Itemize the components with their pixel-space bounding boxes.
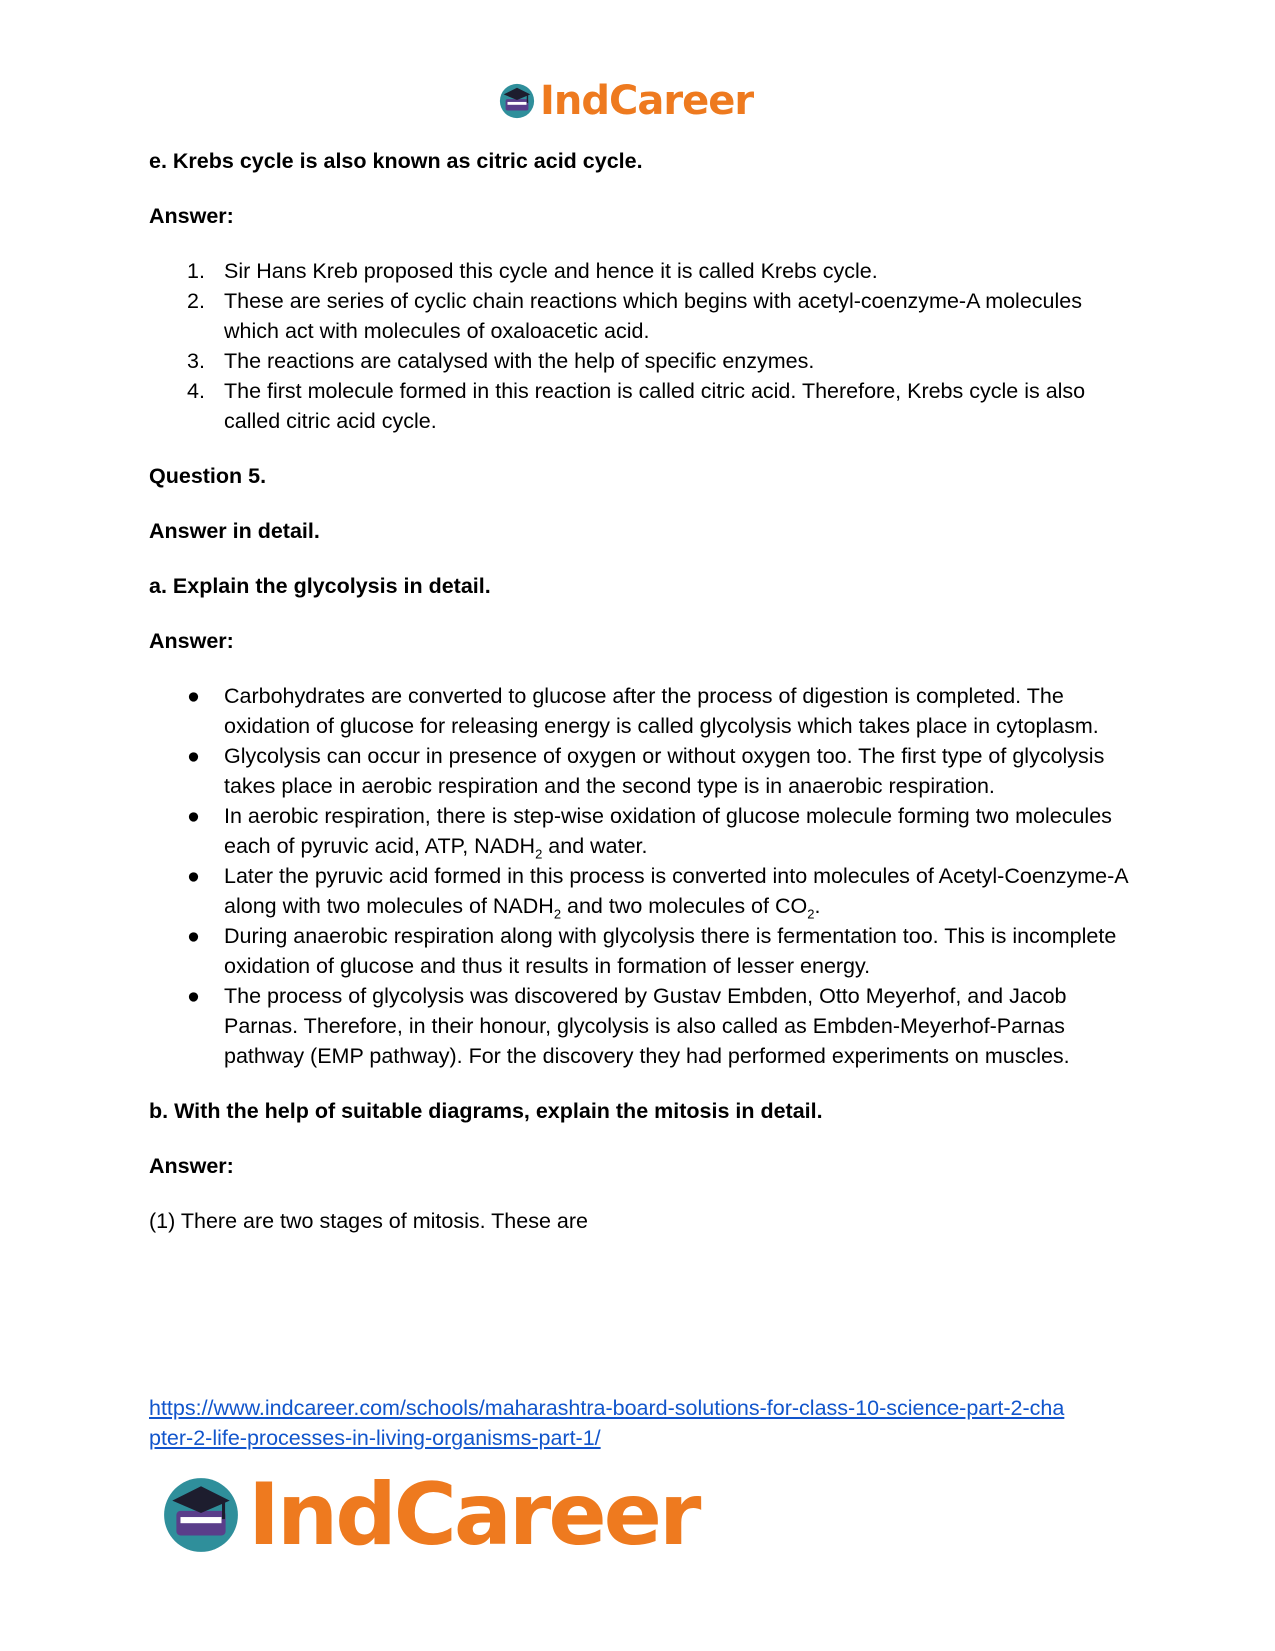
logo-text: IndCareer (248, 1465, 699, 1565)
list-item: ● The process of glycolysis was discovered by Gustav Embden, Otto Meyerhof, and Jacob Parnas. Therefore, in their honour, glycolysis is also called as Embden-Meyerhof-Parnas pathway (EMP pathway). For the discovery they had performed experiments on muscles. (187, 984, 1070, 1068)
list-item: 3. The reactions are catalysed with the help of specific enzymes. (187, 349, 815, 373)
krebs-list (149, 256, 1129, 436)
list-item: ● Carbohydrates are converted to glucose after the process of digestion is completed. The oxidation of glucose for releasing energy is called glycolysis which takes place in cytoplasm. (187, 684, 1099, 738)
graduation-cap-book-icon (498, 82, 536, 120)
answer-in-detail-heading: Answer in detail. (149, 519, 320, 543)
source-link-line2: pter-2-life-processes-in-living-organisms-part-1/ (149, 1426, 601, 1450)
indcareer-logo-bottom (160, 1465, 698, 1565)
list-item: ● During anaerobic respiration along with glycolysis there is fermentation too. This is incomplete oxidation of glucose and thus it results in formation of lesser energy. (187, 924, 1117, 978)
question-e: e. Krebs cycle is also known as citric acid cycle. (149, 149, 643, 173)
document-body (149, 146, 1129, 1236)
list-item: ● Later the pyruvic acid formed in this process is converted into molecules of Acetyl-Coenzyme-A along with two molecules of $NADH_2$ and two molecules of $CO_2$. (187, 864, 1128, 922)
source-link[interactable] (149, 1393, 1139, 1453)
source-link-line1: https://www.indcareer.com/schools/maharashtra-board-solutions-for-class-10-science-part-2-cha (149, 1396, 1065, 1420)
list-item: 4. The first molecule formed in this reaction is called citric acid. Therefore, Krebs cycle is also called citric acid cycle. (187, 379, 1086, 433)
logo-text: IndCareer (540, 78, 754, 124)
question-b: b. With the help of suitable diagrams, explain the mitosis in detail. (149, 1099, 823, 1123)
answer-label-e: Answer: (149, 204, 234, 228)
list-item: ● Glycolysis can occur in presence of oxygen or without oxygen too. The first type of glycolysis takes place in aerobic respiration and the second type is in anaerobic respiration. (187, 744, 1105, 798)
list-item: ● In aerobic respiration, there is step-wise oxidation of glucose molecule forming two molecules each of pyruvic acid, ATP, $NADH_2$ and water. (187, 804, 1112, 862)
graduation-cap-book-icon (160, 1474, 242, 1556)
list-item: 2. These are series of cyclic chain reactions which begins with acetyl-coenzyme-A molecules which act with molecules of oxaloacetic acid. (187, 289, 1082, 343)
question-5-heading: Question 5. (149, 464, 267, 488)
answer-label-a: Answer: (149, 629, 234, 653)
indcareer-logo-top (498, 78, 753, 124)
glycolysis-list (149, 681, 1129, 1071)
answer-text-b: (1) There are two stages of mitosis. These are (149, 1209, 588, 1233)
question-a: a. Explain the glycolysis in detail. (149, 574, 491, 598)
answer-label-b: Answer: (149, 1154, 234, 1178)
list-item: 1. Sir Hans Kreb proposed this cycle and hence it is called Krebs cycle. (187, 259, 878, 283)
